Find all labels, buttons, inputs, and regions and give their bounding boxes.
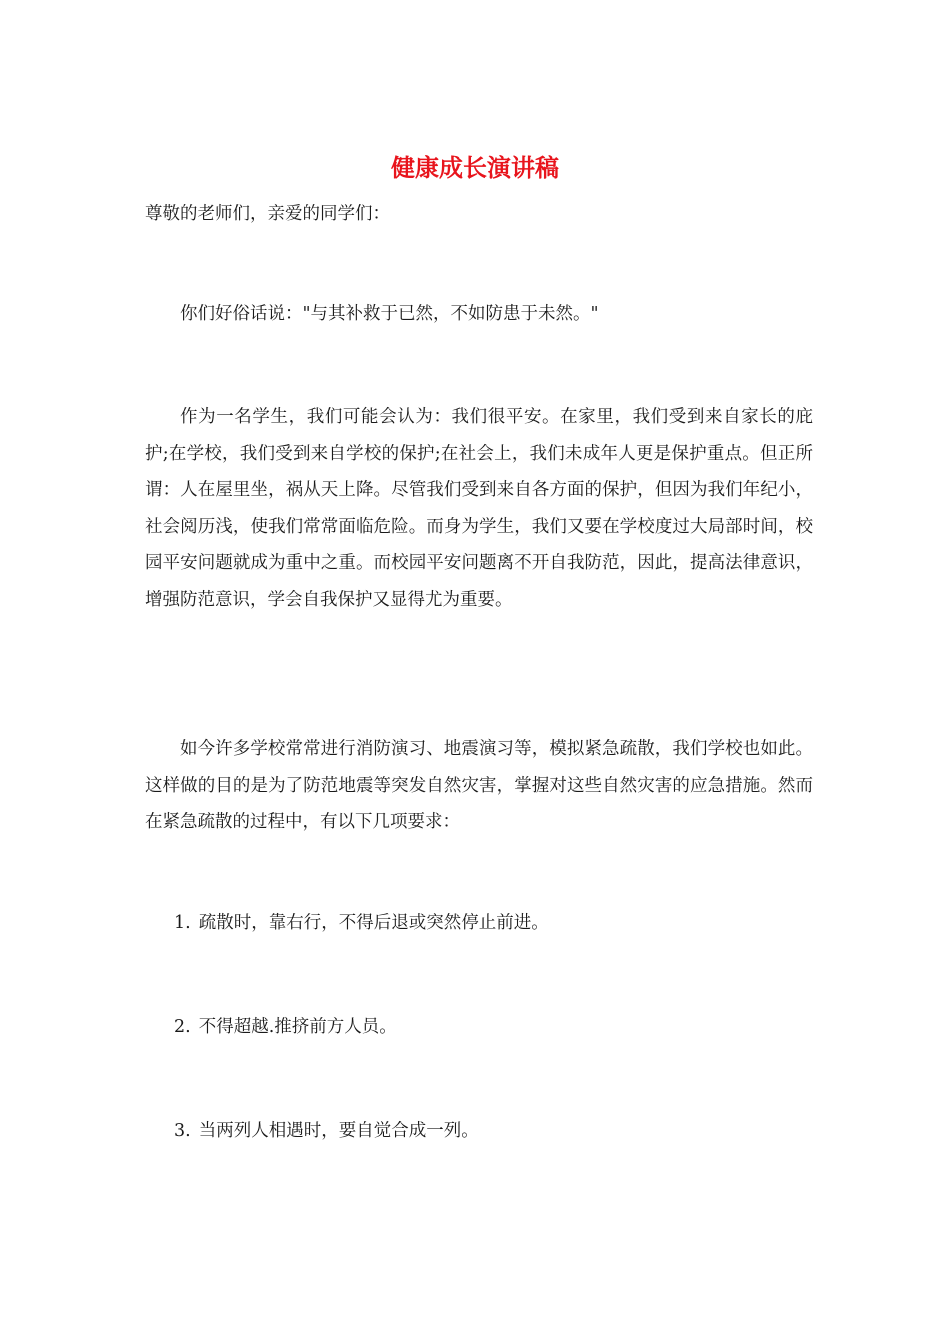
paragraph-evacuation-drills: 如今许多学校常常进行消防演习、地震演习等，模拟紧急疏散，我们学校也如此。这样做的目的是为了防范地震等突发自然灾害，掌握对这些自然灾害的应急措施。然而在紧急疏散的过程中，有以下几项要求： bbox=[145, 739, 813, 832]
requirement-number: 2. bbox=[174, 1017, 191, 1037]
requirement-item-1 bbox=[174, 908, 549, 938]
requirement-number: 3. bbox=[174, 1121, 191, 1141]
requirement-item-3 bbox=[174, 1116, 479, 1146]
salutation: 尊敬的老师们，亲爱的同学们： bbox=[145, 204, 390, 224]
paragraph-safety-intro: 作为一名学生，我们可能会认为：我们很平安。在家里，我们受到来自家长的庇护;在学校，我们受到来自学校的保护;在社会上，我们未成年人更是保护重点。但正所谓：人在屋里坐，祸从天上降。尽管我们受到来自各方面的保护，但因为我们年纪小，社会阅历浅，使我们常常面临危险。而身为学生，我们又要在学校度过大局部时间，校园平安问题就成为重中之重。而校园平安问题离不开自我防范，因此，提高法律意识，增强防范意识，学会自我保护又显得尤为重要。 bbox=[145, 407, 813, 610]
requirement-number: 1. bbox=[174, 913, 191, 933]
requirement-item-2 bbox=[174, 1012, 397, 1042]
requirement-text: 当两列人相遇时，要自觉合成一列。 bbox=[198, 1121, 479, 1141]
paragraph-greeting: 你们好俗话说："与其补救于已然，不如防患于未然。" bbox=[180, 304, 599, 324]
document-title: 健康成长演讲稿 bbox=[391, 153, 559, 182]
requirement-text: 不得超越.推挤前方人员。 bbox=[198, 1017, 397, 1037]
requirement-text: 疏散时，靠右行，不得后退或突然停止前进。 bbox=[198, 913, 549, 933]
